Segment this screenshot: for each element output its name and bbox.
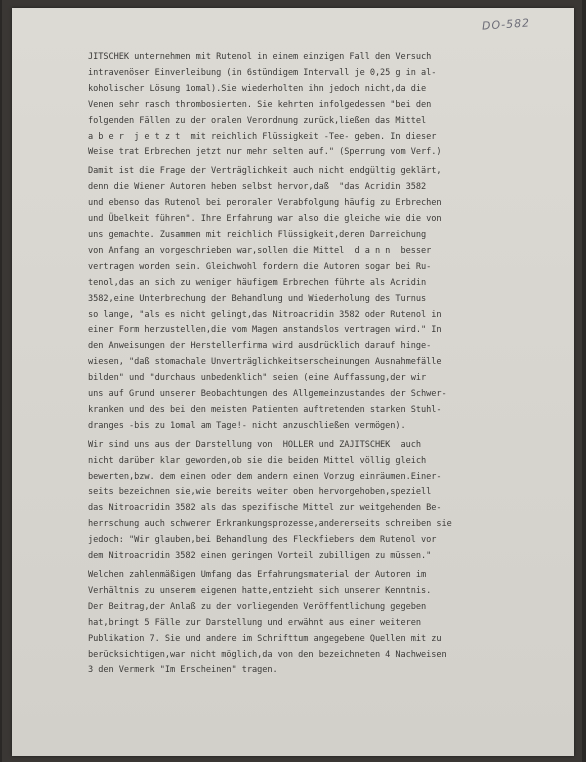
text-line: dranges -bis zu 1omal am Tage!- nicht anzuschließen vermögen). [88,420,406,431]
text-line: uns gemachte. Zusammen mit reichlich Flüssigkeit,deren Darreichung [88,229,427,240]
text-line: nicht darüber klar geworden,ob sie die beiden Mittel völlig gleich [88,455,427,466]
text-line: Verhältnis zu unserem eigenen hatte,entzieht sich unserer Kenntnis. [88,585,432,596]
text-line: und ebenso das Rutenol bei peroraler Verabfolgung häufig zu Erbrechen [88,198,442,209]
text-line: Weise trat Erbrechen jetzt nur mehr selten auf." (Sperrung vom Verf.) [88,147,442,158]
text-line: vertragen worden sein. Gleichwohl fordern die Autoren sogar bei Ru- [88,261,432,272]
text-line: Damit ist die Frage der Verträglichkeit auch nicht endgültig geklärt, [88,166,442,177]
text-line: denn die Wiener Autoren heben selbst hervor,daß "das Acridin 3582 [88,182,427,193]
text-line: bewerten,bzw. dem einen oder dem andern einen Vorzug einräumen.Einer- [88,471,442,482]
text-line: und Übelkeit führen". Ihre Erfahrung war also die gleiche wie die von [88,214,442,225]
text-line: intravenöser Einverleibung (in 6stündigem Intervall je 0,25 g in al- [88,67,437,78]
text-line: hat,bringt 5 Fälle zur Darstellung und erwähnt aus einer weiteren [88,617,422,628]
text-line: JITSCHEK unternehmen mit Rutenol in einem einzigen Fall den Versuch [88,52,432,62]
text-line: Wir sind uns aus der Darstellung von HOLLER und ZAJITSCHEK auch [88,439,422,450]
text-line: folgenden Fällen zu der oralen Verordnung zurück,ließen das Mittel [88,115,427,126]
text-line: uns auf Grund unserer Beobachtungen des Allgemeinzustandes der Schwer- [88,389,447,400]
document-page [12,8,574,756]
text-line: kranken und des bei den meisten Patienten auftretenden starken Stuhl- [88,404,442,415]
text-line: Publikation 7. Sie und andere im Schrifttum angegebene Quellen mit zu [88,633,442,644]
text-line: seits bezeichnen sie,wie bereits weiter oben hervorgehoben,speziell [88,487,432,498]
text-line: koholischer Lösung 1omal).Sie wiederholten ihn jedoch nicht,da die [88,83,427,94]
page-number: DO-582 [481,16,531,33]
paragraph [88,438,554,565]
text-line: den Anweisungen der Herstellerfirma wird ausdrücklich darauf hinge- [88,341,432,352]
text-line: wiesen, "daß stomachale Unverträglichkeitserscheinungen Ausnahmefälle [88,357,442,368]
paragraph [88,568,554,679]
text-line: so lange, "als es nicht gelingt,das Nitroacridin 3582 oder Rutenol in [88,309,442,320]
scan-background [2,0,582,762]
text-line: Welchen zahlenmäßigen Umfang das Erfahrungsmaterial der Autoren im [88,570,427,580]
text-line: a b e r j e t z t mit reichlich Flüssigkeit -Tee- geben. In dieser [88,131,437,142]
text-line: herrschung auch schwerer Erkrankungsprozesse,andererseits schreiben sie [88,519,452,530]
text-line: Der Beitrag,der Anlaß zu der vorliegenden Veröffentlichung gegeben [88,601,427,612]
text-line: tenol,das an sich zu weniger häufigem Erbrechen führte als Acridin [88,277,427,288]
text-line: berücksichtigen,war nicht möglich,da von den bezeichneten 4 Nachweisen [88,649,447,660]
text-line: dem Nitroacridin 3582 einen geringen Vorteil zubilligen zu müssen." [88,551,432,562]
text-line: von Anfang an vorgeschrieben war,sollen die Mittel d a n n besser [88,245,432,256]
paragraph [88,164,554,434]
text-line: Venen sehr rasch thrombosierten. Sie kehrten infolgedessen "bei den [88,99,432,110]
text-line: jedoch: "Wir glauben,bei Behandlung des Fleckfiebers dem Rutenol vor [88,535,437,546]
paragraph [88,50,554,161]
text-line: 3582,eine Unterbrechung der Behandlung und Wiederholung des Turnus [88,293,427,304]
text-line: einer Form herzustellen,die vom Magen anstandslos vertragen wird." In [88,325,442,336]
text-line: das Nitroacridin 3582 als das spezifische Mittel zur weitgehenden Be- [88,503,442,514]
text-line: 3 den Vermerk "Im Erscheinen" tragen. [88,665,278,676]
document-body [88,50,554,682]
text-line: bilden" und "durchaus unbedenklich" seien (eine Auffassung,der wir [88,373,427,384]
